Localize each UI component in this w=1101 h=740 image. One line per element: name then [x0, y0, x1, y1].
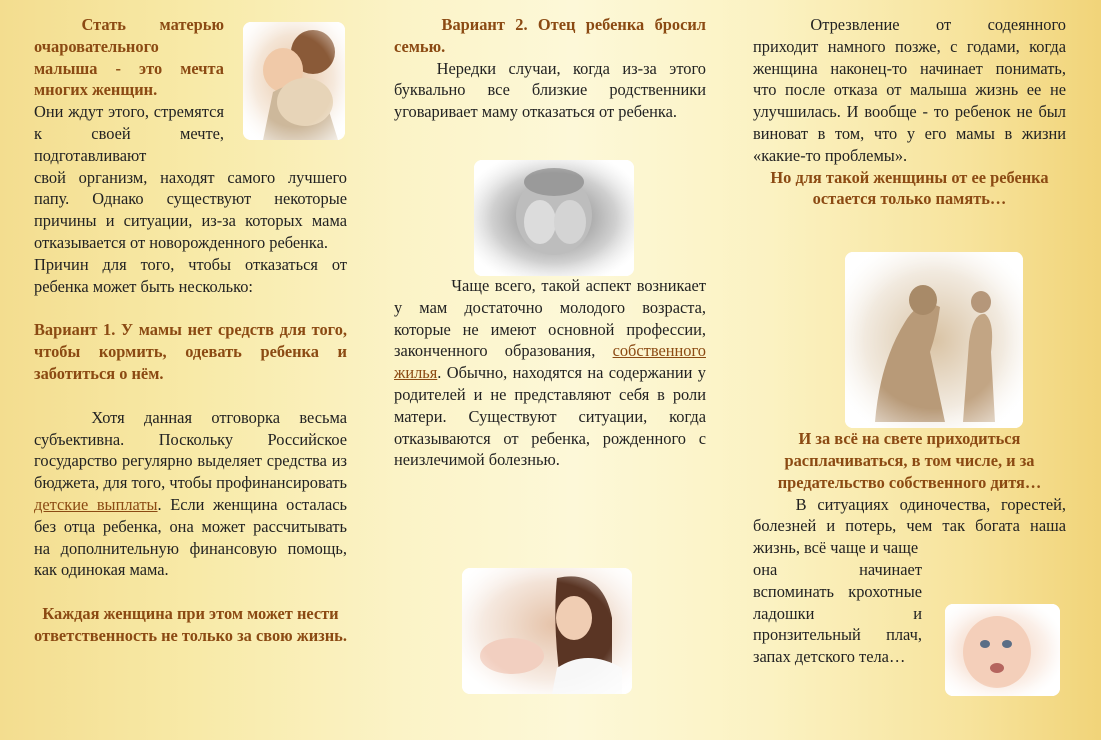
remember-text: она начинает вспоминать крохотные ладошки и пронзительный плач, запах детского тела… [753, 559, 922, 667]
intro-narrow-block [34, 14, 224, 167]
mother-child-statue-photo [845, 252, 1023, 428]
remember-block [753, 559, 922, 668]
aspect-text-before: Чаще всего, такой аспект возникает у мам достаточно молодого возраста, которые не имеют основной профессии, законченного образования, [394, 275, 706, 361]
photo-fade [474, 160, 634, 276]
spacer [34, 385, 347, 407]
aspect-text [394, 275, 706, 471]
child-payments-link[interactable]: детские выплаты [34, 494, 158, 514]
situations-text: В ситуациях одиночества, горестей, болезней и потерь, чем так богата наша жизнь, всё чаще и чаще [753, 494, 1066, 558]
crying-baby-face-photo [945, 604, 1060, 696]
intro-text-wide: свой организм, находят самого лучшего папу. Однако существуют некоторые причины и ситуации, из-за которых мама отказывается от новорожденного ребенка. [34, 167, 347, 252]
mother-hugging-baby-photo [243, 22, 345, 140]
variant2-heading: Вариант 2. Отец ребенка бросил семью. [394, 15, 706, 56]
variant1-heading: Вариант 1. У мамы нет средств для того, чтобы кормить, одевать ребенка и заботиться о нём. [34, 320, 347, 383]
own-housing-link[interactable]: собственного жилья [394, 341, 706, 383]
memory-bold-text: Но для такой женщины от ее ребенка остается только память… [770, 167, 1049, 209]
photo-fade [845, 252, 1023, 428]
sobering-text: Отрезвление от содеянного приходит намного позже, с годами, когда женщина наконец-то начинает понимать, что после отказа от малыша жизнь ее не улучшилась. И вообще - то ребенок не был виноват в том, что у его мамы в жизни «какие-то проблемы». [753, 15, 1066, 165]
intro-heading: Стать матерью очаровательного малыша - это мечта многих женщин. [34, 15, 224, 100]
aspect-text-after: . Обычно, находятся на содержании у родителей и не представляют себя в роли матери. Существуют ситуации, когда отказываются от ребенка, рожденного с неизлечимой болезнью. [394, 363, 706, 470]
photo-fade [243, 22, 345, 140]
variant1-text [34, 407, 347, 581]
payback-bold-text: И за всё на свете приходиться расплачиваться, в том числе, и за предательство собственного дитя… [777, 429, 1042, 492]
closing-bold-text: Каждая женщина при этом может нести ответственность не только за свою жизнь. [34, 604, 347, 645]
spacer [34, 297, 347, 319]
photo-fade [945, 604, 1060, 696]
variant1-text-after: . Если женщина осталась без отца ребенка, она может рассчитывать на дополнительную финансовую помощь, как одинокая мама. [34, 494, 347, 580]
spacer [34, 581, 347, 603]
photo-fade [462, 568, 632, 694]
mother-holding-newborn-photo [462, 568, 632, 694]
intro-text-narrow: Они ждут этого, стремятся к своей мечте, подготавливают [34, 102, 224, 165]
reasons-text: Причин для того, чтобы отказаться от ребенка может быть несколько: [34, 254, 347, 296]
crying-child-bw-photo [474, 160, 634, 276]
variant2-text: Нередки случаи, когда из-за этого буквально все близкие родственники уговаривает маму отказаться от ребенка. [394, 58, 706, 122]
variant1-text-before: Хотя данная отговорка весьма субъективна. Поскольку Российское государство регулярно выделяет средства из бюджета, для того, чтобы профинансировать [34, 407, 347, 493]
